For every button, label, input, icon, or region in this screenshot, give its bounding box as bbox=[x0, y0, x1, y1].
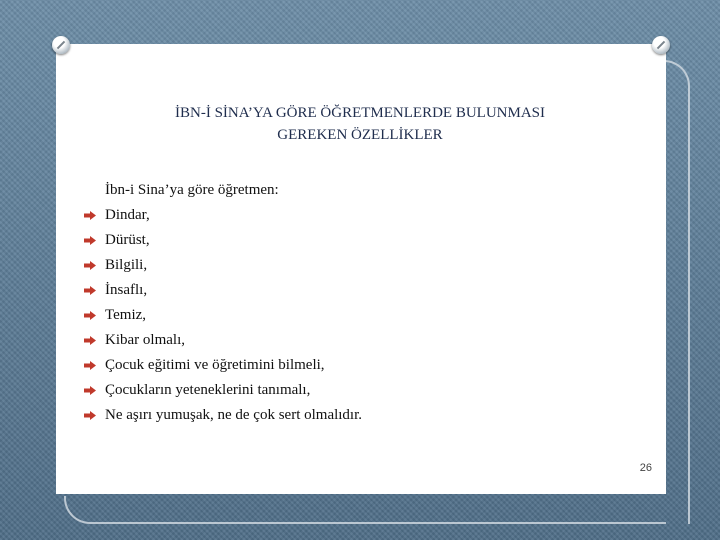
page-curl-decoration-right bbox=[664, 60, 690, 524]
arrow-bullet-icon bbox=[84, 211, 96, 220]
slide-content bbox=[84, 178, 604, 428]
pin-icon-left bbox=[52, 36, 70, 54]
slide-title-line-2: GEREKEN ÖZELLİKLER bbox=[277, 127, 443, 143]
arrow-bullet-icon bbox=[84, 361, 96, 370]
list-item-text: İnsaflı, bbox=[105, 282, 148, 298]
list-item bbox=[84, 378, 604, 403]
list-item-text: Dürüst, bbox=[105, 232, 150, 248]
list-item bbox=[84, 203, 604, 228]
page-number: 26 bbox=[639, 462, 652, 474]
list-item bbox=[84, 328, 604, 353]
list-item-text: Çocukların yeteneklerini tanımalı, bbox=[105, 382, 311, 398]
arrow-bullet-icon bbox=[84, 336, 96, 345]
list-item bbox=[84, 303, 604, 328]
list-item-text: Ne aşırı yumuşak, ne de çok sert olmalıdır. bbox=[105, 407, 363, 423]
list-item-text: Çocuk eğitimi ve öğretimini bilmeli, bbox=[105, 357, 325, 373]
list-item bbox=[84, 228, 604, 253]
arrow-bullet-icon bbox=[84, 311, 96, 320]
intro-text: İbn-i Sina’ya göre öğretmen: bbox=[105, 182, 279, 198]
pin-icon-right bbox=[652, 36, 670, 54]
bullet-list bbox=[84, 203, 604, 428]
list-item bbox=[84, 403, 604, 428]
page-curl-decoration bbox=[64, 496, 666, 524]
slide-title-line-1: İBN-İ SİNA’YA GÖRE ÖĞRETMENLERDE BULUNMASI bbox=[175, 105, 545, 121]
list-item-text: Bilgili, bbox=[105, 257, 148, 273]
arrow-bullet-icon bbox=[84, 386, 96, 395]
arrow-bullet-icon bbox=[84, 261, 96, 270]
list-item-text: Temiz, bbox=[105, 307, 147, 323]
list-item bbox=[84, 278, 604, 303]
list-item bbox=[84, 253, 604, 278]
list-item-text: Dindar, bbox=[105, 207, 150, 223]
arrow-bullet-icon bbox=[84, 411, 96, 420]
arrow-bullet-icon bbox=[84, 236, 96, 245]
list-item-text: Kibar olmalı, bbox=[105, 332, 185, 348]
arrow-bullet-icon bbox=[84, 286, 96, 295]
list-item bbox=[84, 353, 604, 378]
slide-title bbox=[100, 102, 620, 146]
